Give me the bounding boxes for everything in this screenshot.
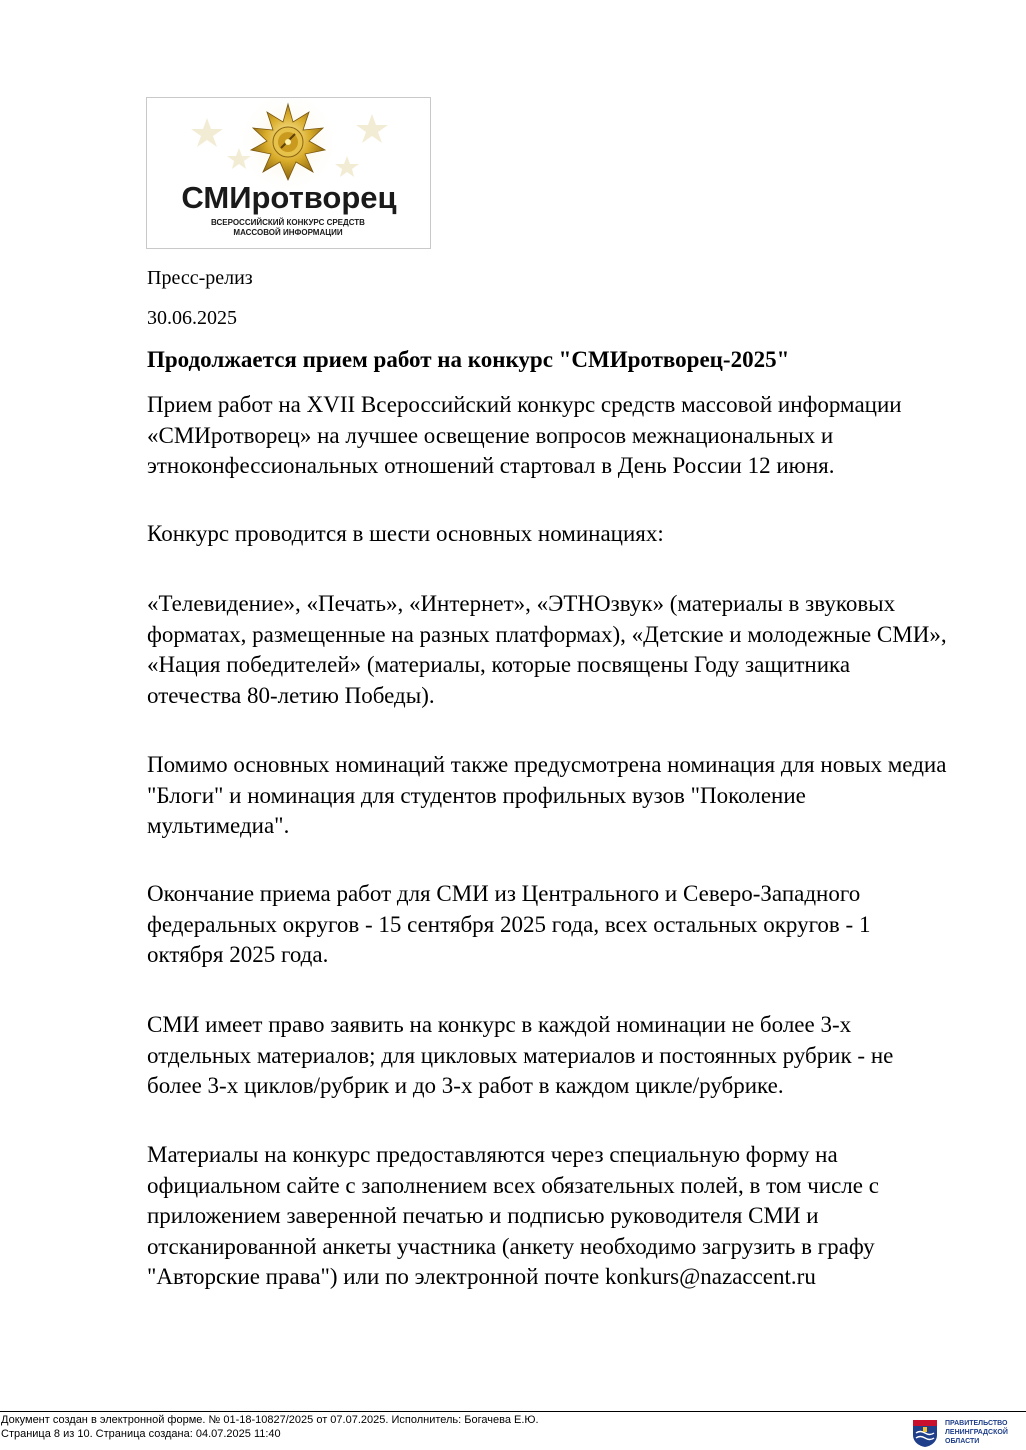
paragraph-nominations-list: «Телевидение», «Печать», «Интернет», «ЭТНОзвук» (материалы в звуковых форматах, размещенные на разных платформах), «Детские и молодежные СМИ», «Нация победителей» (материалы, которые посвящены Году защитника отечества 80-летию Победы). [147,591,947,708]
page-title: Продолжается прием работ на конкурс "СМИротворец-2025" [147,347,790,372]
logo-subtitle-line1: ВСЕРОССИЙСКИЙ КОНКУРС СРЕДСТВ [211,218,365,227]
paragraph-submission-limits: СМИ имеет право заявить на конкурс в каждой номинации не более 3-х отдельных материалов; для цикловых материалов и постоянных рубрик - не более 3-х циклов/рубрик и до 3-х работ в каждом цикле/рубрике. [147,1012,894,1098]
government-name-line2: ЛЕНИНГРАДСКОЙ [945,1429,1008,1436]
paragraph-submission-method: Материалы на конкурс предоставляются через специальную форму на официальном сайте с заполнением всех обязательных полей, в том числе с приложением заверенной печатью и подписью руководителя СМИ и отсканированной анкеты участника (анкету необходимо загрузить в графу "Авторские права") или по электронной почте konkurs@nazaccent.ru [147,1142,879,1289]
logo-artwork [147,98,430,248]
contest-logo [146,97,431,249]
paragraph-intro: Прием работ на XVII Всероссийский конкурс средств массовой информации «СМИротворец» на лучшее освещение вопросов межнациональных и этноконфессиональных отношений стартовал в День России 12 июня. [147,392,902,478]
logo-wordmark: СМИротворец [181,180,397,215]
leningrad-region-coat-of-arms-icon [912,1419,938,1447]
paragraph-deadlines: Окончание приема работ для СМИ из Центрального и Северо-Западного федеральных округов - 15 сентября 2025 года, всех остальных округов - 1 октября 2025 года. [147,881,871,967]
paragraph-nominations-intro: Конкурс проводится в шести основных номинациях: [147,521,664,546]
government-name-line1: ПРАВИТЕЛЬСТВО [945,1420,1008,1427]
government-name [945,1419,1008,1446]
government-name-line3: ОБЛАСТИ [945,1438,980,1445]
document-type: Пресс-релиз [147,267,253,289]
document-date: 30.06.2025 [147,307,237,329]
paragraph-extra-nominations: Помимо основных номинаций также предусмотрена номинация для новых медиа "Блоги" и номинация для студентов профильных вузов "Поколение мультимедиа". [147,752,947,838]
government-logo [912,1418,1022,1448]
footer-document-info: Документ создан в электронной форме. № 01-18-10827/2025 от 07.07.2025. Исполнитель: Богачева Е.Ю. [1,1414,539,1426]
footer-page-info: Страница 8 из 10. Страница создана: 04.07.2025 11:40 [1,1428,281,1440]
footer-divider [0,1411,1026,1412]
logo-subtitle-line2: МАССОВОЙ ИНФОРМАЦИИ [233,228,343,237]
